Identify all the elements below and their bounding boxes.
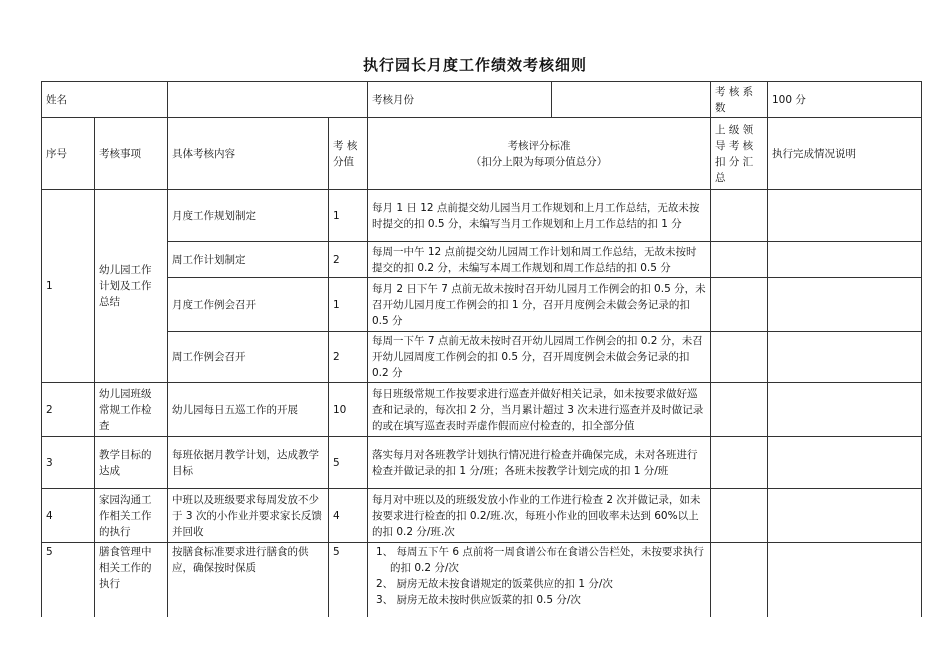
remark-cell[interactable] [768,190,922,242]
row-item: 幼儿园班级 常规工作检 查 [95,383,168,437]
row-score: 5 [329,543,368,617]
row-seq: 3 [42,437,95,489]
standard-item: 3、 厨房无故未按时供应饭菜的扣 0.5 分/次 [376,594,581,606]
row-item: 幼儿园工作 计划及工作 总结 [95,190,168,383]
leader-score-cell[interactable] [711,332,768,383]
row-content: 月度工作规划制定 [168,190,329,242]
leader-score-cell[interactable] [711,489,768,543]
leader-score-cell[interactable] [711,190,768,242]
leader-score-cell[interactable] [711,278,768,332]
row-seq: 4 [42,489,95,543]
table-row [42,543,922,617]
row-item: 膳食管理中 相关工作的 执行 [95,543,168,617]
row-score: 5 [329,437,368,489]
col-seq: 序号 [42,118,95,190]
name-value-cell[interactable] [168,82,368,118]
month-label: 考核月份 [368,82,552,118]
coef-value: 100 分 [768,82,922,118]
month-value-cell[interactable] [552,82,711,118]
remark-cell[interactable] [768,332,922,383]
row-content: 月度工作例会召开 [168,278,329,332]
row-standard: 每月对中班以及的班级发放小作业的工作进行检查 2 次并做记录，如未按要求进行检查的扣 0.2/班.次，每班小作业的回收率未达到 60%以上的扣 0.2 分/班.次 [368,489,711,543]
col-score: 考 核 分值 [329,118,368,190]
col-leader: 上 级 领 导 考 核 扣 分 汇 总 [711,118,768,190]
row-content: 按膳食标准要求进行膳食的供应，确保按时保质 [168,543,329,617]
table-row [42,190,922,242]
row-item: 家园沟通工 作相关工作 的执行 [95,489,168,543]
table-row [42,242,922,278]
col-content: 具体考核内容 [168,118,329,190]
row-standard: 每周一中午 12 点前提交幼儿园周工作计划和周工作总结，无故未按时提交的扣 0.2 分，未编写本周工作规划和周工作总结的扣 0.5 分 [368,242,711,278]
table-row [42,383,922,437]
row-seq: 5 [42,543,95,617]
row-seq: 2 [42,383,95,437]
table-row [42,489,922,543]
row-score: 4 [329,489,368,543]
row-score: 2 [329,242,368,278]
row-content: 幼儿园每日五巡工作的开展 [168,383,329,437]
leader-score-cell[interactable] [711,543,768,617]
page-title: 执行园长月度工作绩效考核细则 [362,56,587,74]
row-score: 1 [329,278,368,332]
row-score: 1 [329,190,368,242]
row-standard: 落实每月对各班教学计划执行情况进行检查并确保完成，未对各班进行检查并做记录的扣 1 分/班；各班未按教学计划完成的扣 1 分/班 [368,437,711,489]
remark-cell[interactable] [768,278,922,332]
column-header-row [42,118,922,190]
row-item: 教学目标的 达成 [95,437,168,489]
table-row [42,437,922,489]
row-score: 2 [329,332,368,383]
leader-score-cell[interactable] [711,242,768,278]
col-standard: 考核评分标准 （扣分上限为每项分值总分） [368,118,711,190]
row-standard [368,543,711,617]
table-row [42,332,922,383]
table-row [42,278,922,332]
row-content: 周工作例会召开 [168,332,329,383]
remark-cell[interactable] [768,543,922,617]
coef-label: 考 核 系 数 [711,82,768,118]
standard-item: 1、 每周五下午 6 点前将一周食谱公布在食谱公告栏处，未按要求执行的扣 0.2 分/次 [376,546,704,574]
assessment-table [41,81,922,617]
col-remark: 执行完成情况说明 [768,118,922,190]
remark-cell[interactable] [768,383,922,437]
row-content: 中班以及班级要求每周发放不少于 3 次的小作业并要求家长反馈并回收 [168,489,329,543]
row-standard: 每月 2 日下午 7 点前无故未按时召开幼儿园月工作例会的扣 0.5 分，未召开幼儿园月度工作例会的扣 1 分，召开月度例会未做会务记录的扣 0.5 分 [368,278,711,332]
remark-cell[interactable] [768,437,922,489]
leader-score-cell[interactable] [711,383,768,437]
row-content: 每班依据月教学计划，达成教学目标 [168,437,329,489]
remark-cell[interactable] [768,242,922,278]
row-seq: 1 [42,190,95,383]
standard-item: 2、 厨房无故未按食谱规定的饭菜供应的扣 1 分/次 [376,578,613,590]
row-score: 10 [329,383,368,437]
row-standard: 每日班级常规工作按要求进行巡查并做好相关记录，如未按要求做好巡查和记录的，每次扣 2 分，当月累计超过 3 次未进行巡查并及时做记录的或在填写巡查表时弄虚作假而应付检查的，扣全部分值 [368,383,711,437]
row-standard: 每月 1 日 12 点前提交幼儿园当月工作规划和上月工作总结，无故未按时提交的扣 0.5 分，未编写当月工作规划和上月工作总结的扣 1 分 [368,190,711,242]
leader-score-cell[interactable] [711,437,768,489]
header-info-row [42,82,922,118]
name-label: 姓名 [42,82,168,118]
col-item: 考核事项 [95,118,168,190]
remark-cell[interactable] [768,489,922,543]
row-content: 周工作计划制定 [168,242,329,278]
row-standard: 每周一下午 7 点前无故未按时召开幼儿园周工作例会的扣 0.2 分，未召开幼儿园周度工作例会的扣 0.5 分，召开周度例会未做会务记录的扣 0.2 分 [368,332,711,383]
